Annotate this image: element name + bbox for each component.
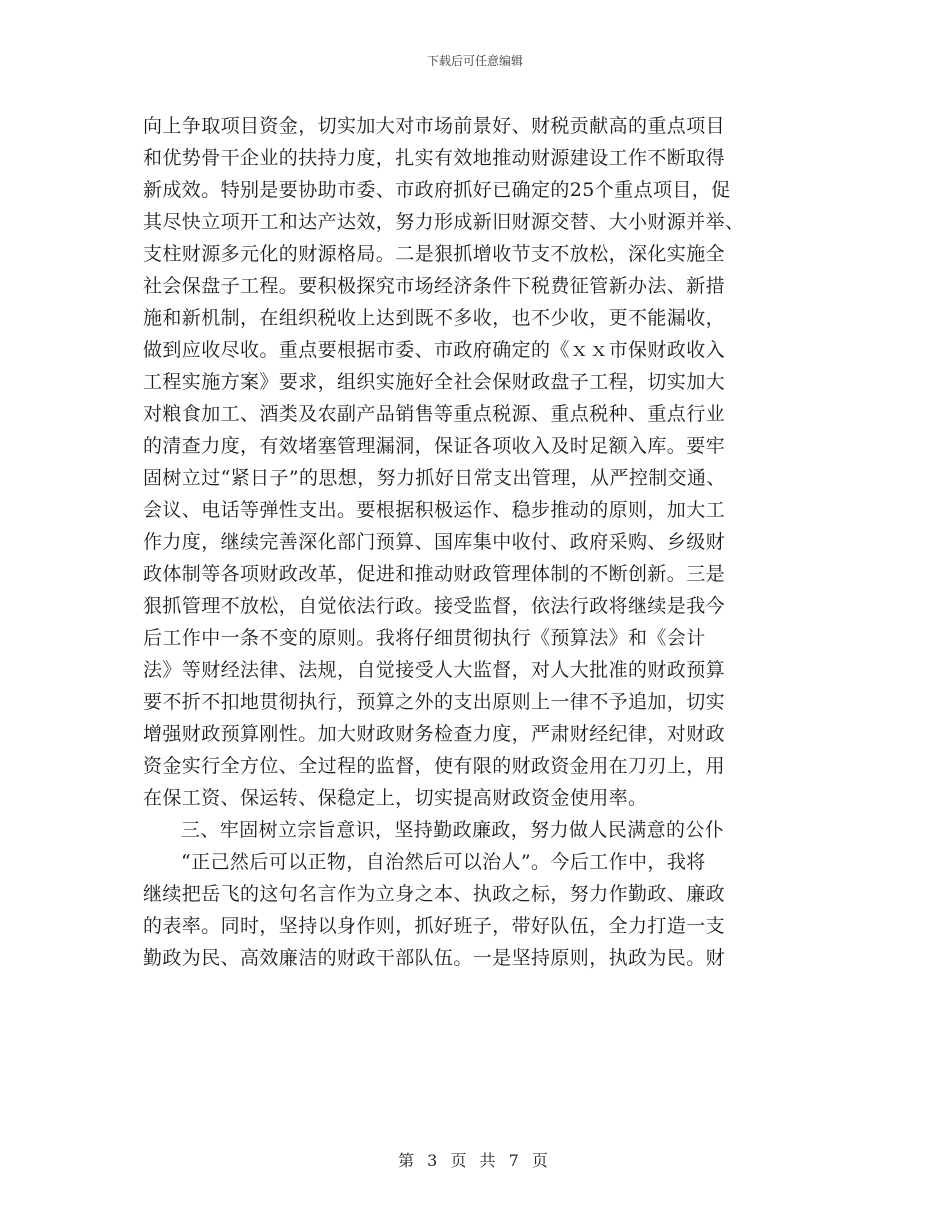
text-line: 增强财政预算刚性。加大财政财务检查力度，严肃财经纪律，对财政: [143, 723, 726, 745]
text-line: 施和新机制，在组织税收上达到既不多收，也不少收，更不能漏收，: [143, 307, 726, 329]
body-text: [143, 110, 815, 974]
text-line: 支柱财源多元化的财源格局。二是狠抓增收节支不放松，深化实施全: [143, 243, 726, 265]
text-line: 要不折不扣地贯彻执行，预算之外的支出原则上一律不予追加，切实: [143, 691, 726, 713]
text-line: 作力度，继续完善深化部门预算、国库集中收付、政府采购、乡级财: [143, 531, 726, 553]
text-line: 固树立过“紧日子”的思想，努力抓好日常支出管理，从严控制交通、: [143, 467, 726, 489]
text-line: 的表率。同时，坚持以身作则，抓好班子，带好队伍，全力打造一支: [143, 915, 726, 937]
text-line: 其尽快立项开工和达产达效，努力形成新旧财源交替、大小财源并举、: [143, 211, 745, 233]
text-line: 在保工资、保运转、保稳定上，切实提高财政资金使用率。: [143, 787, 648, 809]
text-line: 继续把岳飞的这句名言作为立身之本、执政之标，努力作勤政、廉政: [143, 883, 726, 905]
section-heading: 三、牢固树立宗旨意识，坚持勤政廉政，努力做人民满意的公仆: [181, 819, 725, 841]
text-line: 社会保盘子工程。要积极探究市场经济条件下税费征管新办法、新措: [143, 275, 726, 297]
page-footer: 第 3 页 共 7 页: [398, 1151, 552, 1170]
text-line: 资金实行全方位、全过程的监督，使有限的财政资金用在刀刃上，用: [143, 755, 726, 777]
text-line: 的清查力度，有效堵塞管理漏洞，保证各项收入及时足额入库。要牢: [143, 435, 726, 457]
text-line: 和优势骨干企业的扶持力度，扎实有效地推动财源建设工作不断取得: [143, 147, 726, 169]
text-line: 工程实施方案》要求，组织实施好全社会保财政盘子工程，切实加大: [143, 371, 726, 393]
text-line: 法》等财经法律、法规，自觉接受人大监督，对人大批准的财政预算: [143, 659, 726, 681]
text-line: 后工作中一条不变的原则。我将仔细贯彻执行《预算法》和《会计: [143, 627, 706, 649]
text-line: 勤政为民、高效廉洁的财政干部队伍。一是坚持原则，执政为民。财: [143, 947, 726, 969]
page-header: 下载后可任意编辑: [426, 54, 523, 68]
text-line: 对粮食加工、酒类及农副产品销售等重点税源、重点税种、重点行业: [143, 403, 726, 425]
text-line: 做到应收尽收。重点要根据市委、市政府确定的《ｘｘ市保财政收入: [143, 339, 726, 361]
text-line: 新成效。特别是要协助市委、市政府抓好已确定的25个重点项目，促: [143, 179, 731, 201]
text-line: 向上争取项目资金，切实加大对市场前景好、财税贡献高的重点项目: [143, 115, 726, 137]
text-line: “正己然后可以正物，自治然后可以治人”。今后工作中，我将: [181, 851, 706, 873]
text-line: 会议、电话等弹性支出。要根据积极运作、稳步推动的原则，加大工: [143, 499, 726, 521]
text-line: 政体制等各项财政改革，促进和推动财政管理体制的不断创新。三是: [143, 563, 726, 585]
text-line: 狠抓管理不放松，自觉依法行政。接受监督，依法行政将继续是我今: [143, 595, 726, 617]
